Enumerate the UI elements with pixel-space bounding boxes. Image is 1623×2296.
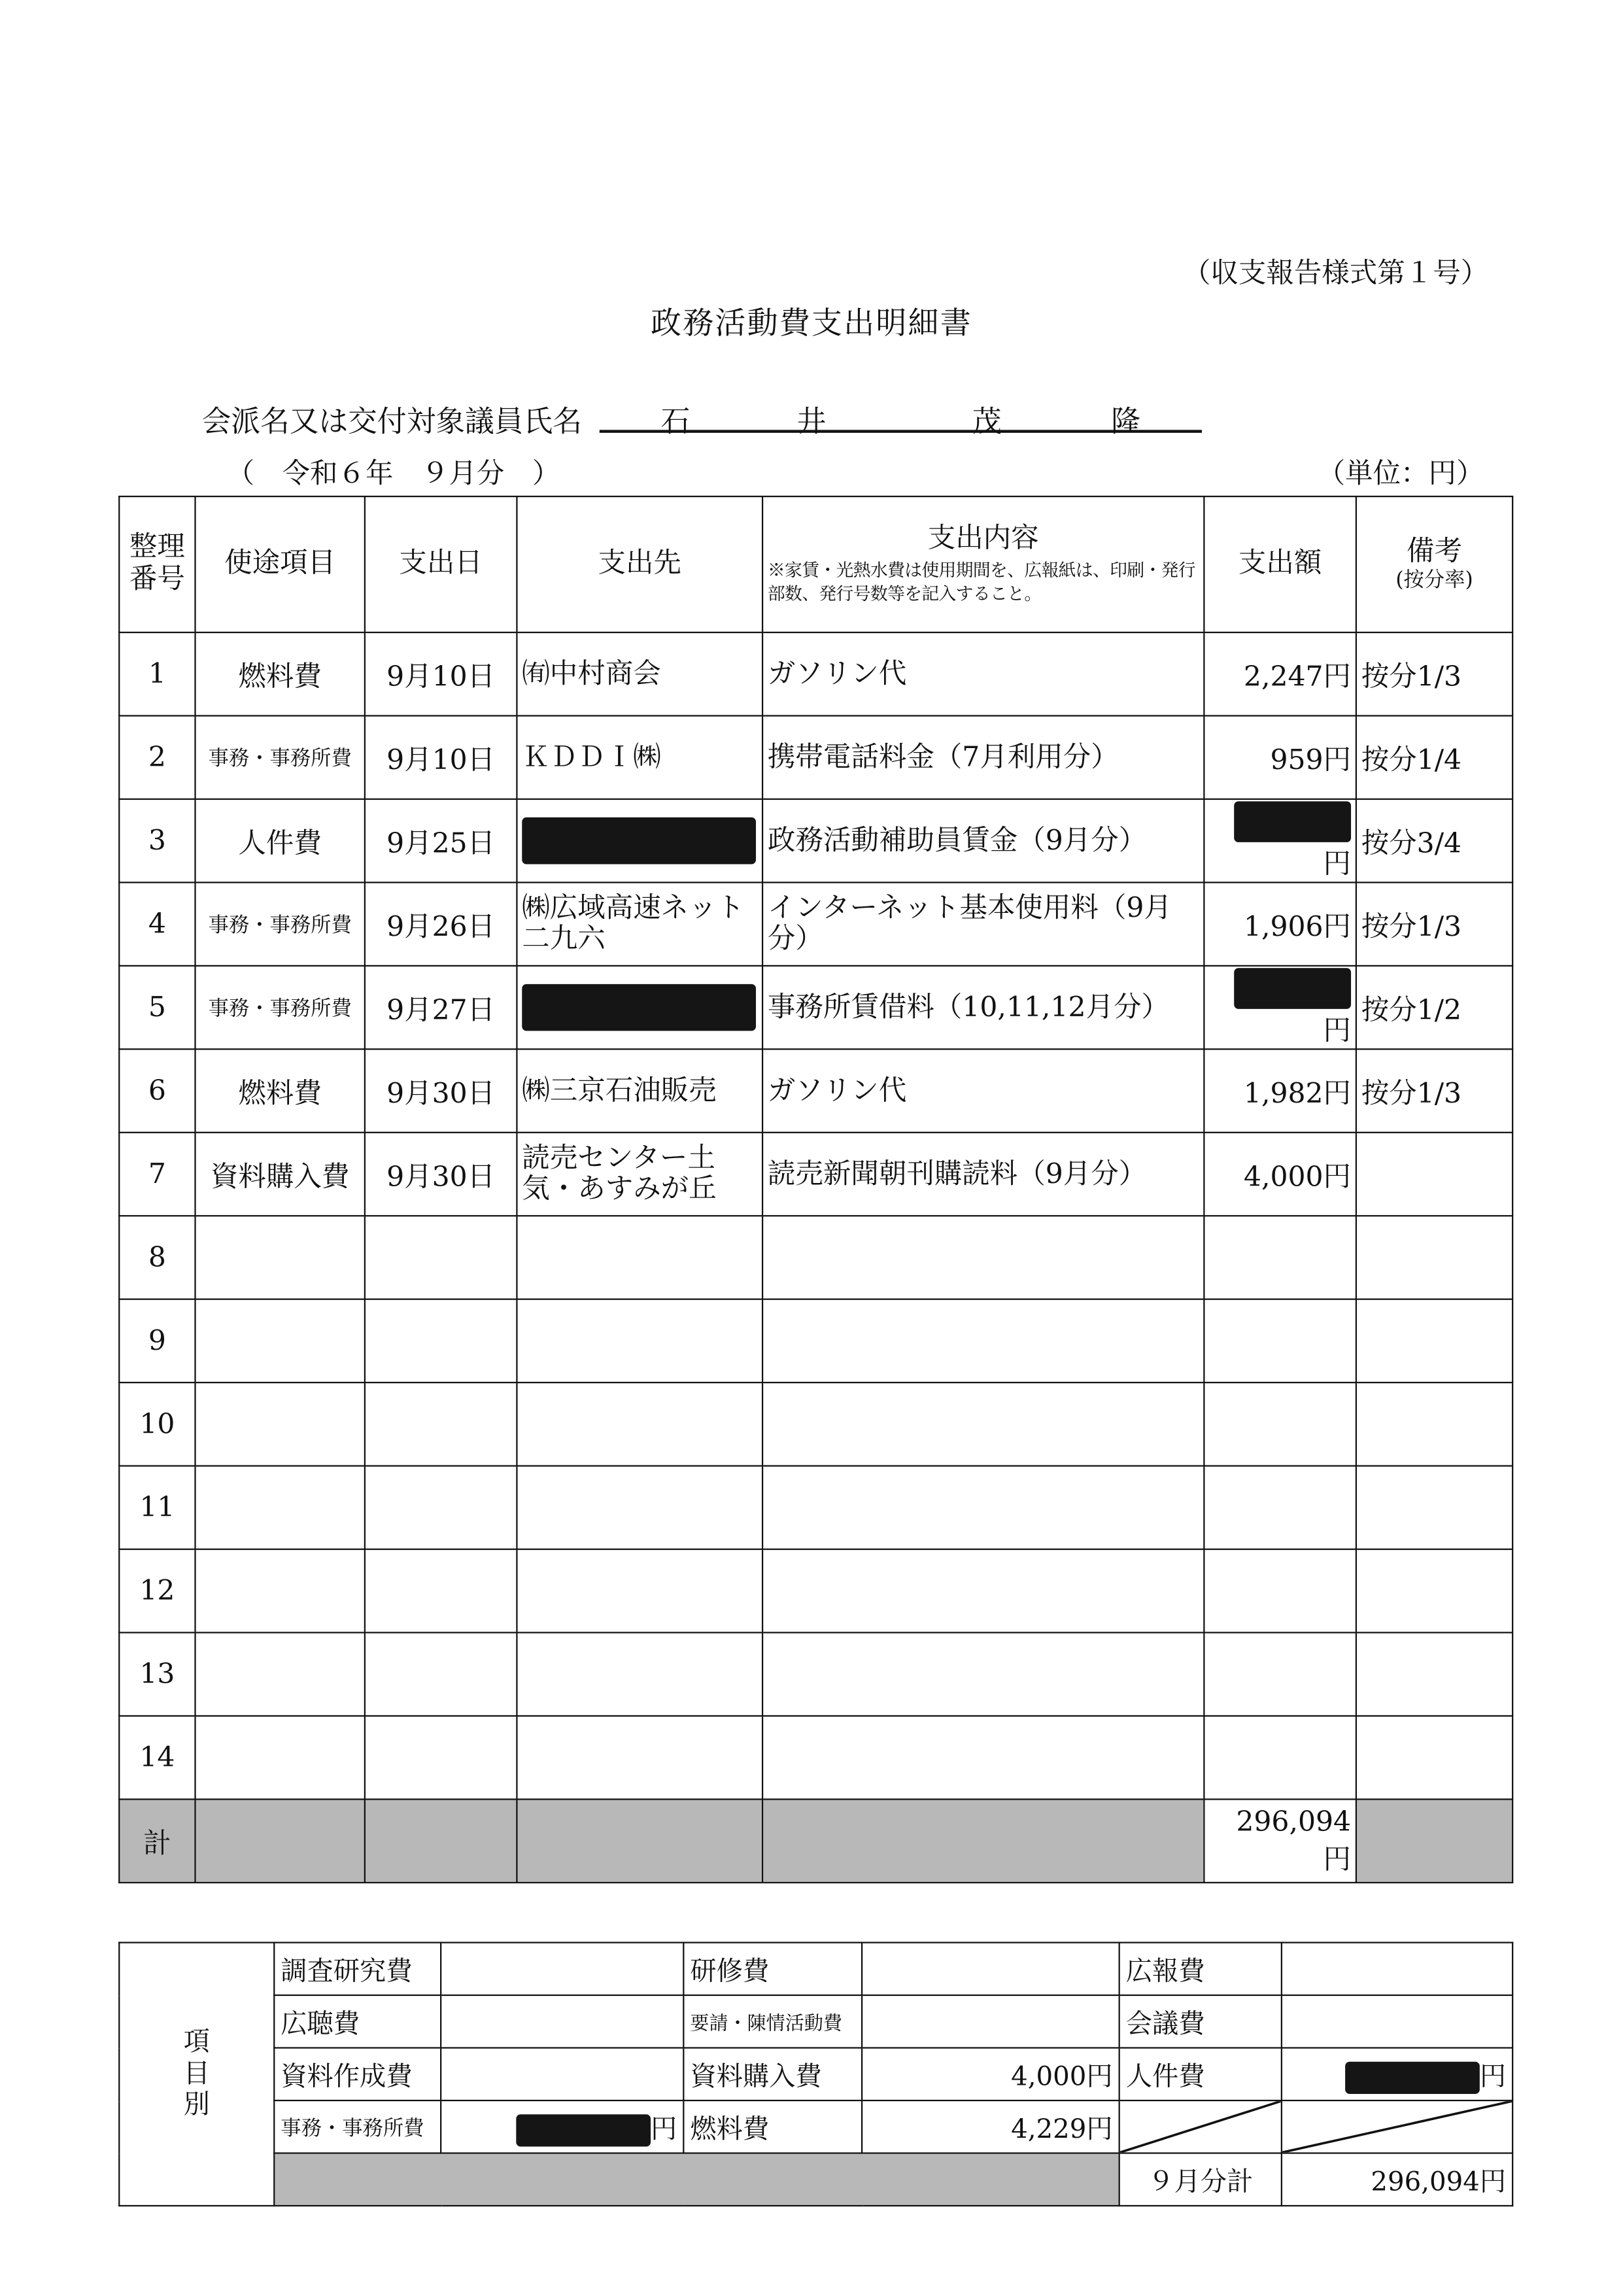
cat-docs-purchase-amount: 4,000円 [862, 2048, 1119, 2100]
row-payee [517, 1549, 762, 1632]
month-total-amount: 296,094円 [1282, 2153, 1512, 2206]
row-date [365, 1216, 517, 1299]
row-date [365, 1716, 517, 1799]
category-row [119, 1995, 1512, 2048]
row-category [196, 1216, 365, 1299]
document-title: 政務活動費支出明細書 [651, 305, 972, 341]
row-payee [517, 1466, 762, 1549]
redacted-amount [1234, 800, 1351, 842]
row-payee [517, 1216, 762, 1299]
header-payee: 支出先 [517, 496, 762, 632]
side-label-char: 項 [183, 2027, 210, 2058]
expense-rows [119, 632, 1512, 1799]
total-label: 計 [119, 1799, 195, 1882]
cat-pr-label: 広報費 [1119, 1943, 1282, 1995]
row-category [196, 1632, 365, 1715]
row-remarks [1356, 1133, 1512, 1216]
row-date [365, 1466, 517, 1549]
row-date: 9月10日 [365, 716, 517, 799]
total-row [119, 1799, 1512, 1882]
row-amount [1204, 1716, 1356, 1799]
row-content [762, 1716, 1204, 1799]
row-amount: 1,982円 [1204, 1049, 1356, 1132]
row-no: 9 [119, 1299, 195, 1382]
row-no: 7 [119, 1133, 195, 1216]
row-amount [1204, 1632, 1356, 1715]
table-row [119, 1632, 1512, 1715]
row-remarks [1356, 1382, 1512, 1465]
redacted-amount [516, 2114, 651, 2146]
row-no: 6 [119, 1049, 195, 1132]
member-name-char: 隆 [1111, 403, 1141, 439]
row-amount: 4,000円 [1204, 1133, 1356, 1216]
row-category [196, 1382, 365, 1465]
cat-hearing-amount [441, 1995, 683, 2048]
category-row [119, 2153, 1512, 2206]
row-category: 事務・事務所費 [196, 882, 365, 965]
row-payee [517, 966, 762, 1049]
row-category: 事務・事務所費 [196, 966, 365, 1049]
table-row [119, 799, 1512, 882]
row-no: 2 [119, 716, 195, 799]
row-content: 事務所賃借料（10,11,12月分） [762, 966, 1204, 1049]
cat-fuel-amount: 4,229円 [862, 2100, 1119, 2153]
cat-personnel-amount [1282, 2048, 1512, 2100]
diagonal-line [1120, 2101, 1281, 2152]
row-date [365, 1299, 517, 1382]
total-empty [762, 1799, 1204, 1882]
row-content [762, 1632, 1204, 1715]
row-payee: ㈱三京石油販売 [517, 1049, 762, 1132]
header-content-note: ※家賃・光熱水費は使用期間を、広報紙は、印刷・発行部数、発行号数等を記入すること。 [767, 559, 1195, 604]
redacted-amount [1234, 967, 1351, 1008]
row-no: 4 [119, 882, 195, 965]
row-remarks [1356, 1716, 1512, 1799]
table-row [119, 1549, 1512, 1632]
header-no: 整理番号 [119, 496, 195, 632]
redacted-payee [522, 817, 756, 865]
total-empty [1356, 1799, 1512, 1882]
table-row [119, 1216, 1512, 1299]
header-amount: 支出額 [1204, 496, 1356, 632]
row-remarks [1356, 1632, 1512, 1715]
table-row [119, 1382, 1512, 1465]
row-content: 政務活動補助員賃金（9月分） [762, 799, 1204, 882]
table-row [119, 632, 1512, 715]
row-amount [1204, 799, 1356, 882]
diagonal-line [1282, 2101, 1512, 2152]
redacted-payee [522, 984, 756, 1031]
row-amount [1204, 1216, 1356, 1299]
table-row [119, 1466, 1512, 1549]
expense-table [118, 496, 1513, 1883]
row-category: 燃料費 [196, 1049, 365, 1132]
row-amount [1204, 1382, 1356, 1465]
cat-personnel-suffix: 円 [1479, 2061, 1507, 2092]
row-amount: 2,247円 [1204, 632, 1356, 715]
total-empty [365, 1799, 517, 1882]
row-amount: 959円 [1204, 716, 1356, 799]
row-category [196, 1299, 365, 1382]
row-no: 14 [119, 1716, 195, 1799]
row-payee [517, 1299, 762, 1382]
total-empty [517, 1799, 762, 1882]
diagonal-cell [1282, 2100, 1512, 2153]
row-amount [1204, 1299, 1356, 1382]
row-category: 人件費 [196, 799, 365, 882]
category-row [119, 1943, 1512, 1995]
member-name-char: 茂 [972, 403, 1002, 439]
cat-meeting-label: 会議費 [1119, 1995, 1282, 2048]
row-category: 燃料費 [196, 632, 365, 715]
row-content [762, 1216, 1204, 1299]
member-label: 会派名又は交付対象議員氏名 [201, 403, 582, 439]
row-amount [1204, 1466, 1356, 1549]
row-date: 9月27日 [365, 966, 517, 1049]
row-payee: ㈲中村商会 [517, 632, 762, 715]
header-content-label: 支出内容 [927, 522, 1039, 555]
row-category: 資料購入費 [196, 1133, 365, 1216]
cat-personnel-label: 人件費 [1119, 2048, 1282, 2100]
row-date: 9月26日 [365, 882, 517, 965]
total-amount: 296,094円 [1204, 1799, 1356, 1882]
row-content [762, 1549, 1204, 1632]
header-remarks [1356, 496, 1512, 632]
side-label-char: 別 [183, 2089, 210, 2121]
header-content [762, 496, 1204, 632]
row-no: 12 [119, 1549, 195, 1632]
category-row [119, 2048, 1512, 2100]
member-name-char: 石 [660, 403, 691, 439]
amount-suffix: 円 [1323, 847, 1352, 880]
row-date [365, 1382, 517, 1465]
category-row [119, 2100, 1512, 2153]
row-remarks: 按分1/4 [1356, 716, 1512, 799]
row-remarks [1356, 1299, 1512, 1382]
row-no: 10 [119, 1382, 195, 1465]
cat-petition-amount [862, 1995, 1119, 2048]
row-no: 8 [119, 1216, 195, 1299]
redacted-amount [1345, 2061, 1480, 2093]
cat-office-label: 事務・事務所費 [274, 2100, 441, 2153]
cat-fuel-label: 燃料費 [683, 2100, 862, 2153]
table-row [119, 882, 1512, 965]
row-category [196, 1466, 365, 1549]
row-payee: ㈱広域高速ネット二九六 [517, 882, 762, 965]
table-header-row [119, 496, 1512, 632]
row-remarks: 按分1/3 [1356, 1049, 1512, 1132]
row-no: 13 [119, 1632, 195, 1715]
row-content: ガソリン代 [762, 632, 1204, 715]
cat-docs-creation-label: 資料作成費 [274, 2048, 441, 2100]
table-row [119, 716, 1512, 799]
cat-meeting-amount [1282, 1995, 1512, 2048]
cat-docs-purchase-label: 資料購入費 [683, 2048, 862, 2100]
diagonal-cell [1119, 2100, 1282, 2153]
row-remarks: 按分1/3 [1356, 882, 1512, 965]
cat-training-label: 研修費 [683, 1943, 862, 1995]
table-row [119, 1716, 1512, 1799]
row-payee: 読売センター土気・あすみが丘 [517, 1133, 762, 1216]
side-label-char: 目 [183, 2058, 210, 2089]
report-period: （ 令和６年 ９月分 ） [226, 457, 560, 490]
row-content: 読売新聞朝刊購読料（9月分） [762, 1133, 1204, 1216]
row-remarks [1356, 1216, 1512, 1299]
cat-office-amount [441, 2100, 683, 2153]
row-category [196, 1716, 365, 1799]
row-amount [1204, 1549, 1356, 1632]
month-total-label: ９月分計 [1119, 2153, 1282, 2206]
cat-office-suffix: 円 [651, 2114, 677, 2145]
total-empty [196, 1799, 365, 1882]
row-content [762, 1299, 1204, 1382]
row-no: 5 [119, 966, 195, 1049]
member-underline [600, 430, 1202, 432]
row-remarks [1356, 1549, 1512, 1632]
table-row [119, 1299, 1512, 1382]
header-category: 使途項目 [196, 496, 365, 632]
table-row [119, 1049, 1512, 1132]
row-content: インターネット基本使用料（9月分） [762, 882, 1204, 965]
cat-hearing-label: 広聴費 [274, 1995, 441, 2048]
unit-label: （単位：円） [1317, 457, 1484, 490]
row-payee [517, 1382, 762, 1465]
cat-research-amount [441, 1943, 683, 1995]
header-date: 支出日 [365, 496, 517, 632]
row-remarks: 按分1/2 [1356, 966, 1512, 1049]
cat-docs-creation-amount [441, 2048, 683, 2100]
row-date: 9月30日 [365, 1133, 517, 1216]
row-remarks: 按分1/3 [1356, 632, 1512, 715]
cat-pr-amount [1282, 1943, 1512, 1995]
row-remarks: 按分3/4 [1356, 799, 1512, 882]
row-payee [517, 1632, 762, 1715]
row-no: 3 [119, 799, 195, 882]
cat-training-amount [862, 1943, 1119, 1995]
row-remarks [1356, 1466, 1512, 1549]
row-no: 11 [119, 1466, 195, 1549]
row-payee [517, 1716, 762, 1799]
row-content [762, 1466, 1204, 1549]
row-amount [1204, 966, 1356, 1049]
category-side-label [119, 1943, 274, 2206]
table-row [119, 966, 1512, 1049]
row-content: 携帯電話料金（7月利用分） [762, 716, 1204, 799]
row-date: 9月30日 [365, 1049, 517, 1132]
row-no: 1 [119, 632, 195, 715]
table-row [119, 1133, 1512, 1216]
cat-petition-label: 要請・陳情活動費 [683, 1995, 862, 2048]
row-payee [517, 799, 762, 882]
form-number: （収支報告様式第１号） [1182, 257, 1489, 290]
row-payee: ＫＤＤＩ㈱ [517, 716, 762, 799]
row-category [196, 1549, 365, 1632]
header-remarks-label: 備考 [1406, 535, 1462, 568]
row-amount: 1,906円 [1204, 882, 1356, 965]
row-date: 9月25日 [365, 799, 517, 882]
category-summary-table [118, 1942, 1513, 2206]
row-content [762, 1382, 1204, 1465]
row-date [365, 1549, 517, 1632]
row-date: 9月10日 [365, 632, 517, 715]
row-category: 事務・事務所費 [196, 716, 365, 799]
category-gray-area [274, 2153, 1119, 2206]
member-name-char: 井 [796, 403, 827, 439]
amount-suffix: 円 [1323, 1014, 1352, 1046]
row-content: ガソリン代 [762, 1049, 1204, 1132]
header-remarks-sub: (按分率) [1395, 568, 1473, 592]
cat-research-label: 調査研究費 [274, 1943, 441, 1995]
row-date [365, 1632, 517, 1715]
